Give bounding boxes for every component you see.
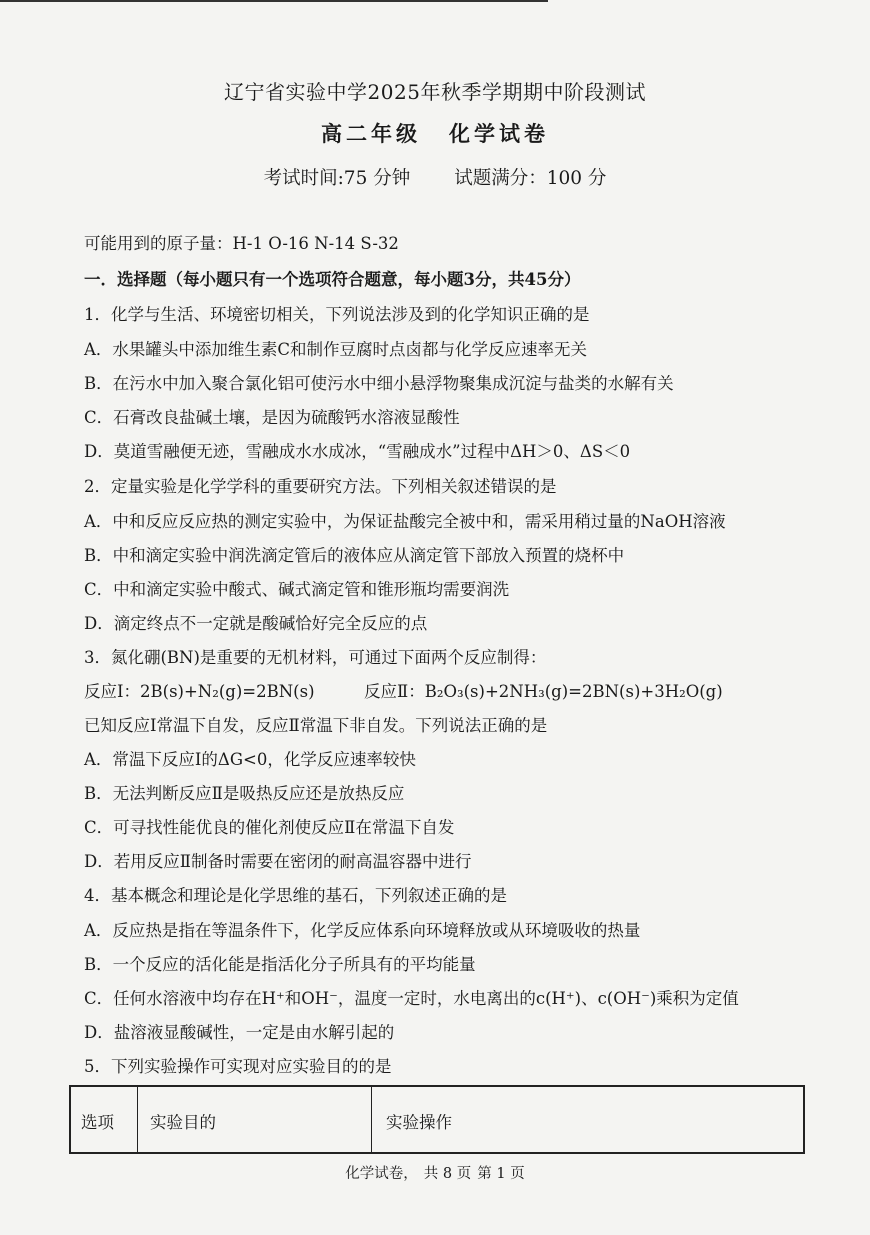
q2-option-b: B．中和滴定实验中润洗滴定管后的液体应从滴定管下部放入预置的烧杯中 [84, 546, 625, 565]
exam-title: 辽宁省实验中学2025年秋季学期期中阶段测试 [224, 80, 646, 104]
q4-option-a: A．反应热是指在等温条件下，化学反应体系向环境释放或从环境吸收的热量 [84, 921, 641, 940]
question-3: 3．氮化硼(BN)是重要的无机材料，可通过下面两个反应制得： [84, 648, 547, 667]
exam-time: 考试时间:75 分钟 [263, 168, 411, 189]
section-heading: 一．选择题（每小题只有一个选项符合题意，每小题3分，共45分） [84, 270, 581, 289]
subject-label: 化学试卷 [449, 121, 549, 146]
q1-option-b: B．在污水中加入聚合氯化铝可使污水中细小悬浮物聚集成沉淀与盐类的水解有关 [84, 374, 674, 393]
q3-reactions: 反应Ⅰ：2B(s)+N₂(g)=2BN(s) 反应Ⅱ：B₂O₃(s)+2NH₃(g)=2BN(s)+3H₂O(g) [84, 682, 723, 701]
table-col-purpose: 实验目的 [138, 1087, 372, 1152]
question-1: 1．化学与生活、环境密切相关，下列说法涉及到的化学知识正确的是 [84, 305, 590, 324]
q1-option-a: A．水果罐头中添加维生素C和制作豆腐时点卤都与化学反应速率无关 [84, 340, 588, 359]
q4-option-c: C．任何水溶液中均存在H⁺和OH⁻，温度一定时，水电离出的c(H⁺)、c(OH⁻)乘积为定值 [84, 989, 739, 1008]
top-border-line [0, 0, 548, 2]
q2-option-c: C．中和滴定实验中酸式、碱式滴定管和锥形瓶均需要润洗 [84, 580, 510, 599]
q4-option-d: D．盐溶液显酸碱性，一定是由水解引起的 [84, 1023, 395, 1042]
atomic-mass-line: 可能用到的原子量：H-1 O-16 N-14 S-32 [84, 234, 399, 253]
q3-option-d: D．若用反应Ⅱ制备时需要在密闭的耐高温容器中进行 [84, 852, 472, 871]
exam-meta [0, 164, 870, 190]
exam-score: 试题满分：100 分 [454, 168, 607, 189]
q5-table-header [69, 1085, 805, 1154]
question-2: 2．定量实验是化学学科的重要研究方法。下列相关叙述错误的是 [84, 477, 557, 496]
q2-option-d: D．滴定终点不一定就是酸碱恰好完全反应的点 [84, 614, 428, 633]
question-4: 4．基本概念和理论是化学思维的基石，下列叙述正确的是 [84, 886, 507, 905]
table-col-option: 选项 [71, 1087, 138, 1152]
page-footer [0, 1162, 870, 1183]
footer-total: 共 8 页 [423, 1166, 472, 1182]
q4-option-b: B．一个反应的活化能是指活化分子所具有的平均能量 [84, 955, 476, 974]
q3-option-a: A．常温下反应Ⅰ的ΔG<0，化学反应速率较快 [84, 750, 416, 769]
exam-subtitle [0, 118, 870, 148]
table-col-operation: 实验操作 [386, 1113, 452, 1132]
q2-option-a: A．中和反应反应热的测定实验中，为保证盐酸完全被中和，需采用稍过量的NaOH溶液 [84, 512, 726, 531]
grade-label: 高二年级 [321, 121, 421, 146]
footer-page: 第 1 页 [477, 1166, 525, 1182]
q1-option-c: C．石膏改良盐碱土壤，是因为硫酸钙水溶液显酸性 [84, 408, 460, 427]
q1-option-d: D．莫道雪融便无迹，雪融成水水成冰，“雪融成水”过程中ΔH＞0、ΔS＜0 [84, 442, 631, 461]
footer-subject: 化学试卷， [345, 1166, 418, 1182]
q3-option-b: B．无法判断反应Ⅱ是吸热反应还是放热反应 [84, 784, 405, 803]
q3-option-c: C．可寻找性能优良的催化剂使反应Ⅱ在常温下自发 [84, 818, 455, 837]
question-5: 5．下列实验操作可实现对应实验目的的是 [84, 1057, 392, 1076]
q3-premise: 已知反应Ⅰ常温下自发，反应Ⅱ常温下非自发。下列说法正确的是 [84, 716, 548, 735]
